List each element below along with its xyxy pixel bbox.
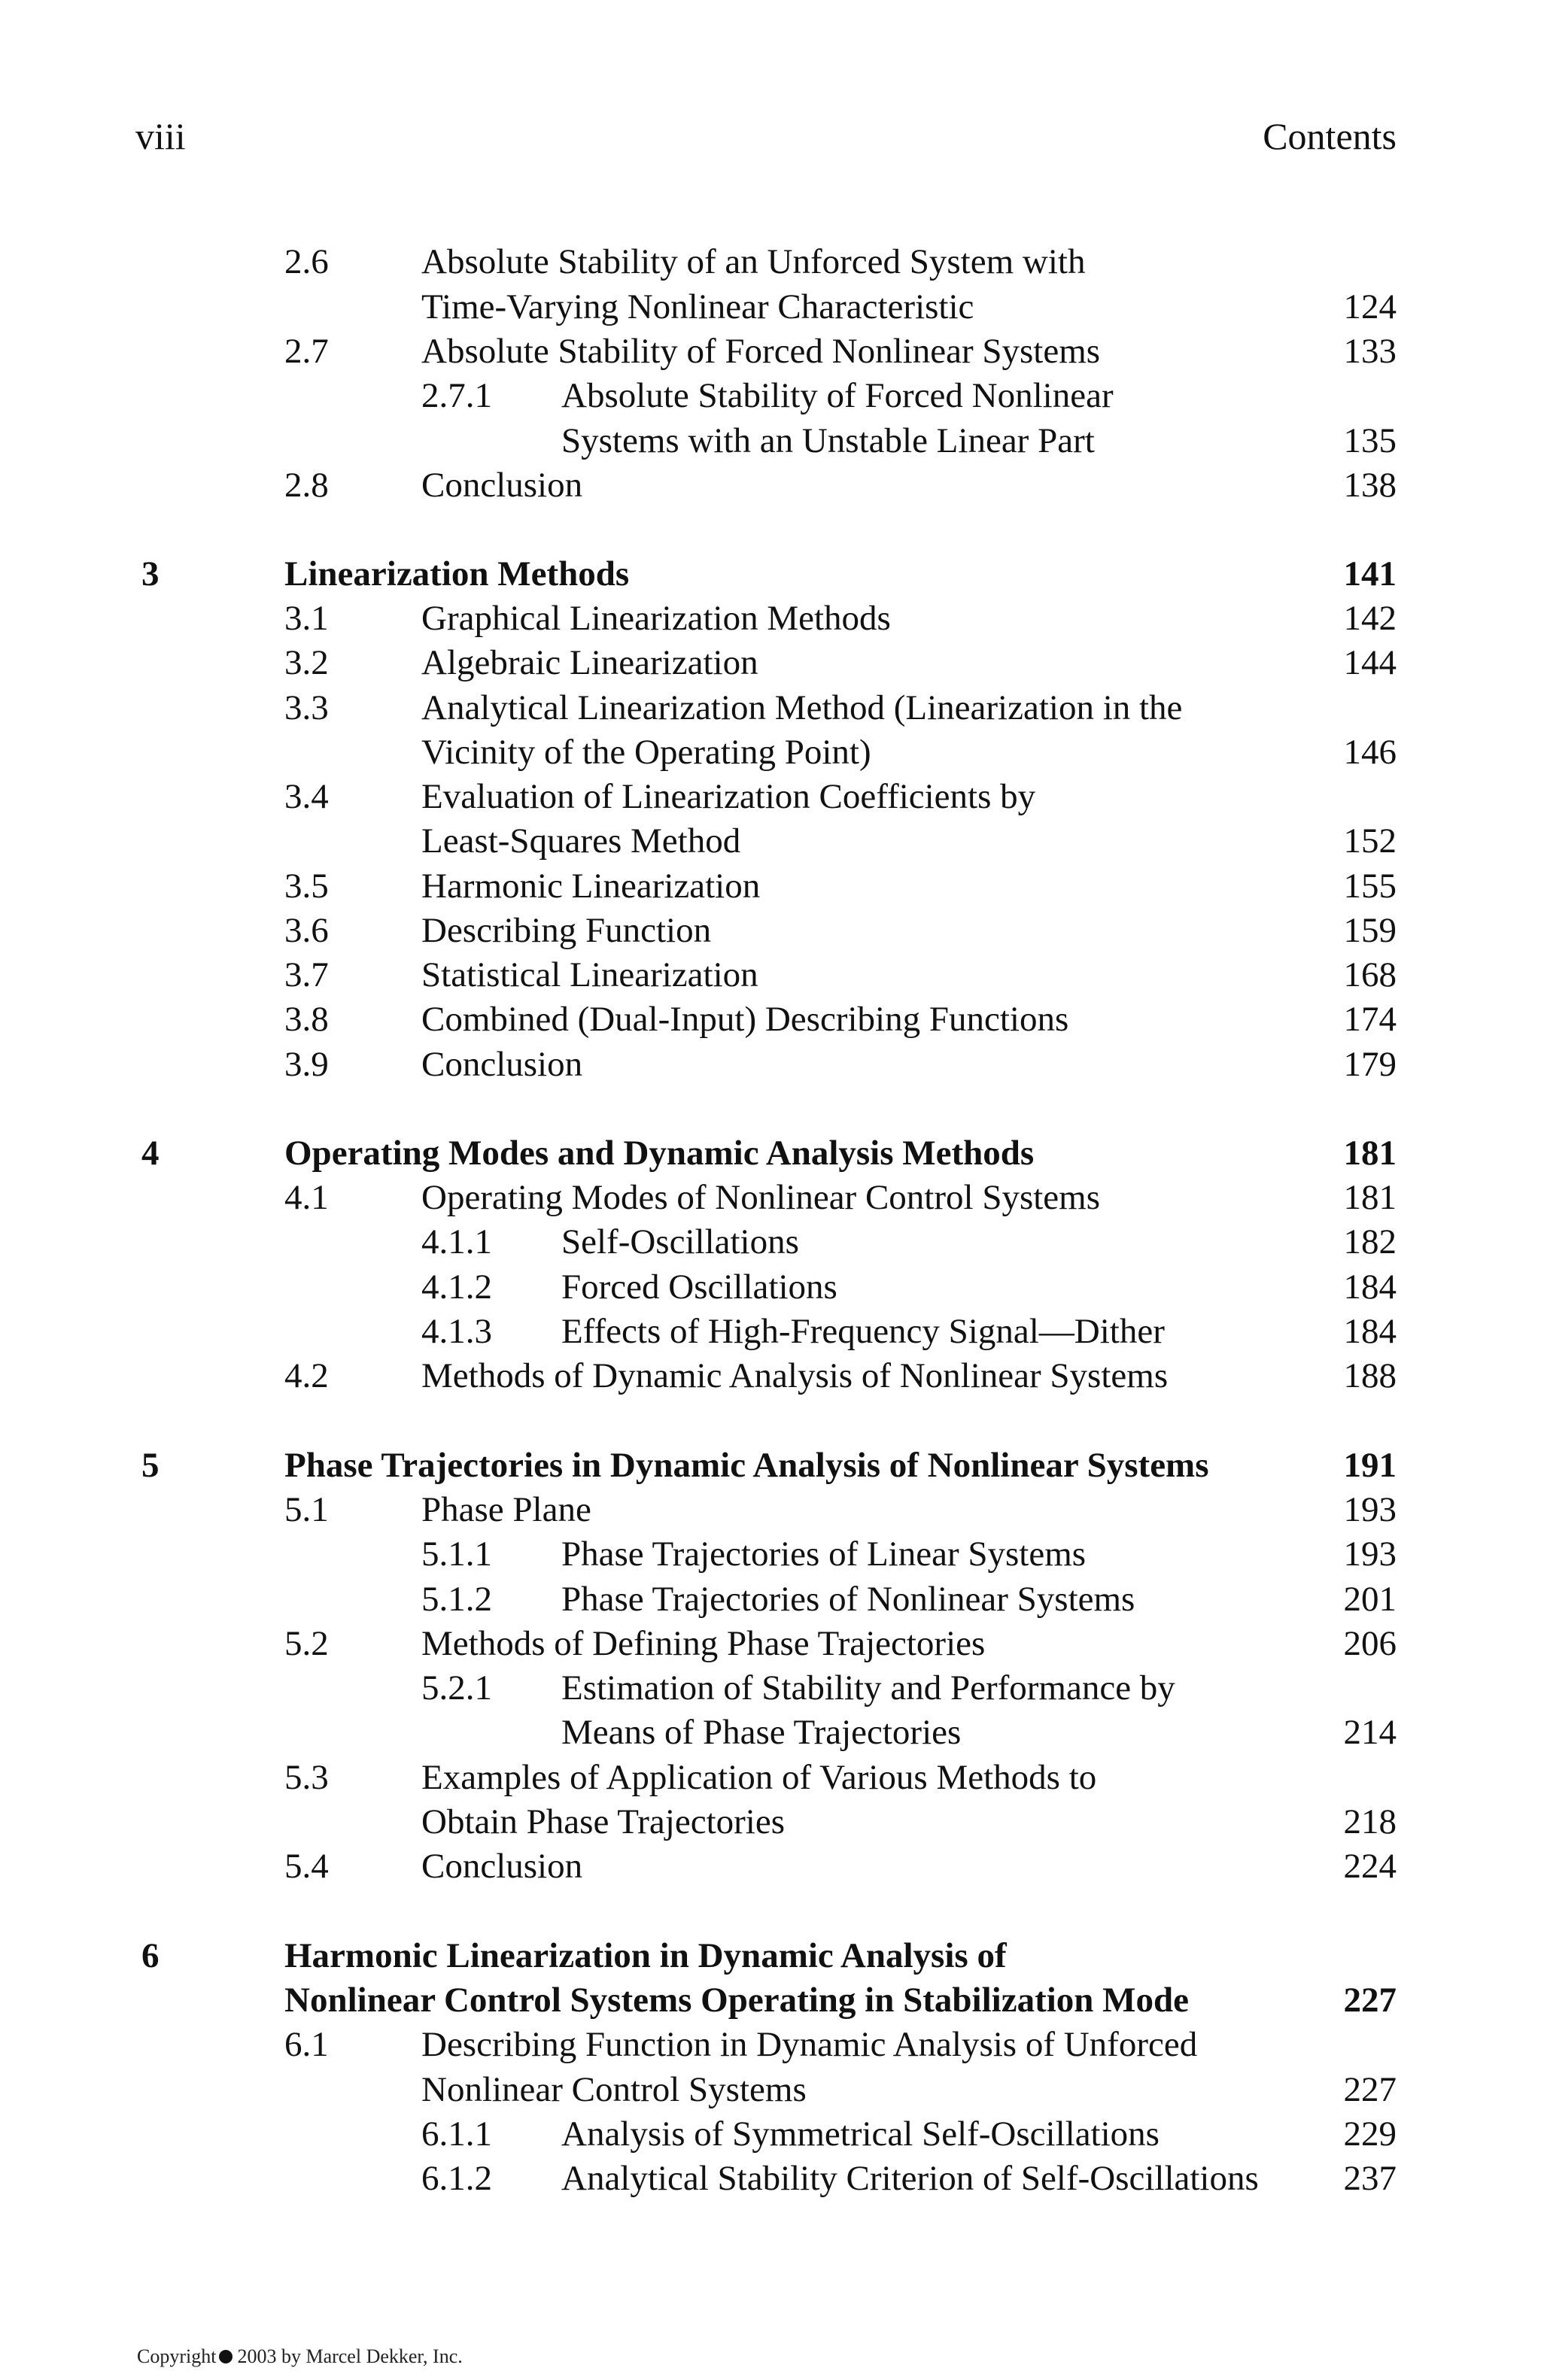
toc-entry-page: 168 — [1343, 955, 1397, 994]
toc-row — [0, 596, 1541, 641]
toc-entry-page: 133 — [1343, 332, 1397, 371]
toc-row — [0, 997, 1541, 1042]
toc-entry-number: 3 — [141, 554, 160, 593]
toc-entry-title: Phase Plane — [421, 1490, 591, 1529]
toc-entry-number: 3.6 — [284, 911, 329, 950]
copyright-label: Copyright — [137, 2345, 217, 2367]
toc-entry-title: Operating Modes of Nonlinear Control Systems — [421, 1178, 1101, 1217]
toc-entry-page: 188 — [1343, 1356, 1397, 1395]
toc-entry-title: Systems with an Unstable Linear Part — [561, 421, 1095, 460]
toc-entry-number: 2.7 — [284, 332, 329, 371]
toc-entry-title: Forced Oscillations — [561, 1267, 837, 1307]
toc-entry-page: 144 — [1343, 643, 1397, 682]
toc-row — [0, 1175, 1541, 1220]
toc-row — [0, 1042, 1541, 1087]
toc-entry-title: Nonlinear Control Systems Operating in Stabilization Mode — [284, 1981, 1190, 2020]
toc-row — [0, 1978, 1541, 2023]
toc-entry-title: Absolute Stability of Forced Nonlinear — [561, 376, 1114, 415]
toc-entry-number: 6 — [141, 1936, 160, 1975]
toc-entry-page: 182 — [1343, 1222, 1397, 1261]
toc-entry-title: Self-Oscillations — [561, 1222, 799, 1261]
toc-entry-page: 218 — [1343, 1802, 1397, 1841]
toc-entry-title: Evaluation of Linearization Coefficients by — [421, 777, 1036, 816]
toc-row — [0, 640, 1541, 685]
toc-entry-page: 193 — [1343, 1490, 1397, 1529]
toc-row — [0, 418, 1541, 463]
toc-entry-number: 4.1.2 — [421, 1267, 492, 1307]
toc-row — [0, 551, 1541, 597]
toc-entry-number: 6.1 — [284, 2025, 329, 2064]
toc-entry-page: 141 — [1343, 554, 1397, 593]
toc-row — [0, 1799, 1541, 1844]
toc-row — [0, 2022, 1541, 2067]
toc-entry-title: Conclusion — [421, 466, 583, 505]
toc-entry-title: Describing Function — [421, 911, 712, 950]
toc-row — [0, 1219, 1541, 1264]
toc-row — [0, 284, 1541, 329]
toc-row — [0, 1131, 1541, 1176]
toc-entry-title: Statistical Linearization — [421, 955, 758, 994]
toc-entry-page: 184 — [1343, 1267, 1397, 1307]
toc-row — [0, 1755, 1541, 1800]
toc-entry-number: 5.1.1 — [421, 1535, 492, 1574]
toc-entry-title: Means of Phase Trajectories — [561, 1713, 962, 1752]
toc-row — [0, 908, 1541, 953]
toc-entry-number: 6.1.2 — [421, 2159, 492, 2198]
toc-entry-page: 146 — [1343, 733, 1397, 772]
toc-entry-page: 179 — [1343, 1045, 1397, 1084]
toc-entry-title: Vicinity of the Operating Point) — [421, 733, 871, 772]
toc-entry-title: Linearization Methods — [284, 554, 630, 593]
toc-entry-title: Examples of Application of Various Methods to — [421, 1758, 1097, 1797]
toc-entry-title: Methods of Dynamic Analysis of Nonlinear Systems — [421, 1356, 1169, 1395]
toc-entry-title: Combined (Dual-Input) Describing Functions — [421, 1000, 1069, 1039]
toc-entry-title: Operating Modes and Dynamic Analysis Methods — [284, 1134, 1035, 1173]
toc-entry-title: Phase Trajectories of Nonlinear Systems — [561, 1580, 1135, 1619]
toc-entry-number: 3.9 — [284, 1045, 329, 1084]
toc-entry-number: 5.2.1 — [421, 1668, 492, 1708]
toc-entry-title: Algebraic Linearization — [421, 643, 758, 682]
toc-entry-title: Effects of High-Frequency Signal—Dither — [561, 1312, 1165, 1351]
toc-entry-title: Absolute Stability of an Unforced System with — [421, 242, 1086, 281]
toc-row — [0, 2156, 1541, 2201]
copyright-text: 2003 by Marcel Dekker, Inc. — [237, 2345, 463, 2367]
toc-entry-number: 3.5 — [284, 867, 329, 906]
toc-row — [0, 1309, 1541, 1354]
toc-entry-title: Methods of Defining Phase Trajectories — [421, 1624, 986, 1663]
toc-entry-title: Describing Function in Dynamic Analysis of Unforced — [421, 2025, 1198, 2064]
toc-entry-page: 227 — [1343, 2070, 1397, 2109]
toc-entry-page: 237 — [1343, 2159, 1397, 2198]
toc-entry-title: Time-Varying Nonlinear Characteristic — [421, 287, 974, 326]
toc-entry-number: 4.1.3 — [421, 1312, 492, 1351]
toc-entry-number: 2.8 — [284, 466, 329, 505]
toc-entry-title: Analytical Linearization Method (Linearization in the — [421, 688, 1183, 727]
toc-row — [0, 2067, 1541, 2112]
toc-row — [0, 239, 1541, 284]
toc-entry-page: 138 — [1343, 466, 1397, 505]
toc-entry-page: 191 — [1343, 1446, 1397, 1485]
toc-row — [0, 1443, 1541, 1488]
toc-row — [0, 730, 1541, 775]
toc-entry-page: 227 — [1343, 1981, 1397, 2020]
toc-entry-page: 124 — [1343, 287, 1397, 326]
toc-row — [0, 818, 1541, 864]
toc-entry-number: 2.7.1 — [421, 376, 492, 415]
toc-entry-title: Analysis of Symmetrical Self-Oscillations — [561, 2114, 1160, 2154]
toc-entry-number: 2.6 — [284, 242, 329, 281]
toc-entry-number: 4.1.1 — [421, 1222, 492, 1261]
toc-entry-page: 159 — [1343, 911, 1397, 950]
toc-entry-title: Harmonic Linearization in Dynamic Analysis of — [284, 1936, 1007, 1975]
toc-row — [0, 1264, 1541, 1310]
toc-entry-title: Harmonic Linearization — [421, 867, 761, 906]
toc-entry-number: 3.1 — [284, 599, 329, 638]
toc-entry-number: 5.3 — [284, 1758, 329, 1797]
toc-row — [0, 685, 1541, 730]
toc-entry-title: Conclusion — [421, 1847, 583, 1886]
toc-entry-page: 181 — [1343, 1134, 1397, 1173]
toc-row — [0, 1665, 1541, 1711]
toc-entry-number: 3.3 — [284, 688, 329, 727]
toc-row — [0, 1577, 1541, 1622]
copyright-footer — [137, 2345, 463, 2368]
toc-row — [0, 2111, 1541, 2157]
toc-row — [0, 774, 1541, 819]
toc-entry-page: 229 — [1343, 2114, 1397, 2154]
toc-entry-number: 5.1 — [284, 1490, 329, 1529]
toc-entry-title: Nonlinear Control Systems — [421, 2070, 807, 2109]
toc-entry-page: 193 — [1343, 1535, 1397, 1574]
toc-entry-page: 224 — [1343, 1847, 1397, 1886]
toc-row — [0, 329, 1541, 374]
toc-entry-title: Graphical Linearization Methods — [421, 599, 891, 638]
toc-entry-page: 206 — [1343, 1624, 1397, 1663]
toc-entry-number: 3.8 — [284, 1000, 329, 1039]
toc-row — [0, 1621, 1541, 1666]
toc-entry-page: 214 — [1343, 1713, 1397, 1752]
toc-entry-title: Conclusion — [421, 1045, 583, 1084]
toc-entry-title: Least-Squares Method — [421, 821, 741, 861]
bullet-icon — [219, 2350, 233, 2363]
toc-entry-number: 3.2 — [284, 643, 329, 682]
toc-entry-number: 4.2 — [284, 1356, 329, 1395]
toc-row — [0, 463, 1541, 508]
running-title: Contents — [1263, 115, 1397, 157]
toc-entry-number: 3.7 — [284, 955, 329, 994]
toc-entry-page: 201 — [1343, 1580, 1397, 1619]
toc-entry-title: Obtain Phase Trajectories — [421, 1802, 785, 1841]
toc-row — [0, 1844, 1541, 1889]
toc-entry-number: 5.4 — [284, 1847, 329, 1886]
page-number: viii — [135, 115, 186, 157]
toc-row — [0, 1532, 1541, 1577]
toc-entry-page: 184 — [1343, 1312, 1397, 1351]
toc-entry-title: Phase Trajectories of Linear Systems — [561, 1535, 1087, 1574]
toc-row — [0, 373, 1541, 418]
toc-entry-title: Phase Trajectories in Dynamic Analysis of Nonlinear Systems — [284, 1446, 1209, 1485]
toc-entry-page: 155 — [1343, 867, 1397, 906]
toc-row — [0, 1487, 1541, 1532]
toc-entry-page: 152 — [1343, 821, 1397, 861]
toc-entry-number: 4.1 — [284, 1178, 329, 1217]
toc-entry-title: Analytical Stability Criterion of Self-Oscillations — [561, 2159, 1259, 2198]
toc-entry-number: 5.1.2 — [421, 1580, 492, 1619]
toc-entry-title: Absolute Stability of Forced Nonlinear Systems — [421, 332, 1101, 371]
toc-entry-number: 5.2 — [284, 1624, 329, 1663]
toc-row — [0, 864, 1541, 909]
toc-entry-number: 4 — [141, 1134, 160, 1173]
toc-row — [0, 952, 1541, 997]
toc-entry-page: 174 — [1343, 1000, 1397, 1039]
toc-row — [0, 1353, 1541, 1398]
toc-entry-title: Estimation of Stability and Performance by — [561, 1668, 1175, 1708]
toc-row — [0, 1710, 1541, 1755]
toc-entry-page: 181 — [1343, 1178, 1397, 1217]
toc-row — [0, 1933, 1541, 1978]
toc-entry-number: 3.4 — [284, 777, 329, 816]
toc-entry-number: 5 — [141, 1446, 160, 1485]
toc-entry-page: 135 — [1343, 421, 1397, 460]
toc-entry-page: 142 — [1343, 599, 1397, 638]
toc-entry-number: 6.1.1 — [421, 2114, 492, 2154]
